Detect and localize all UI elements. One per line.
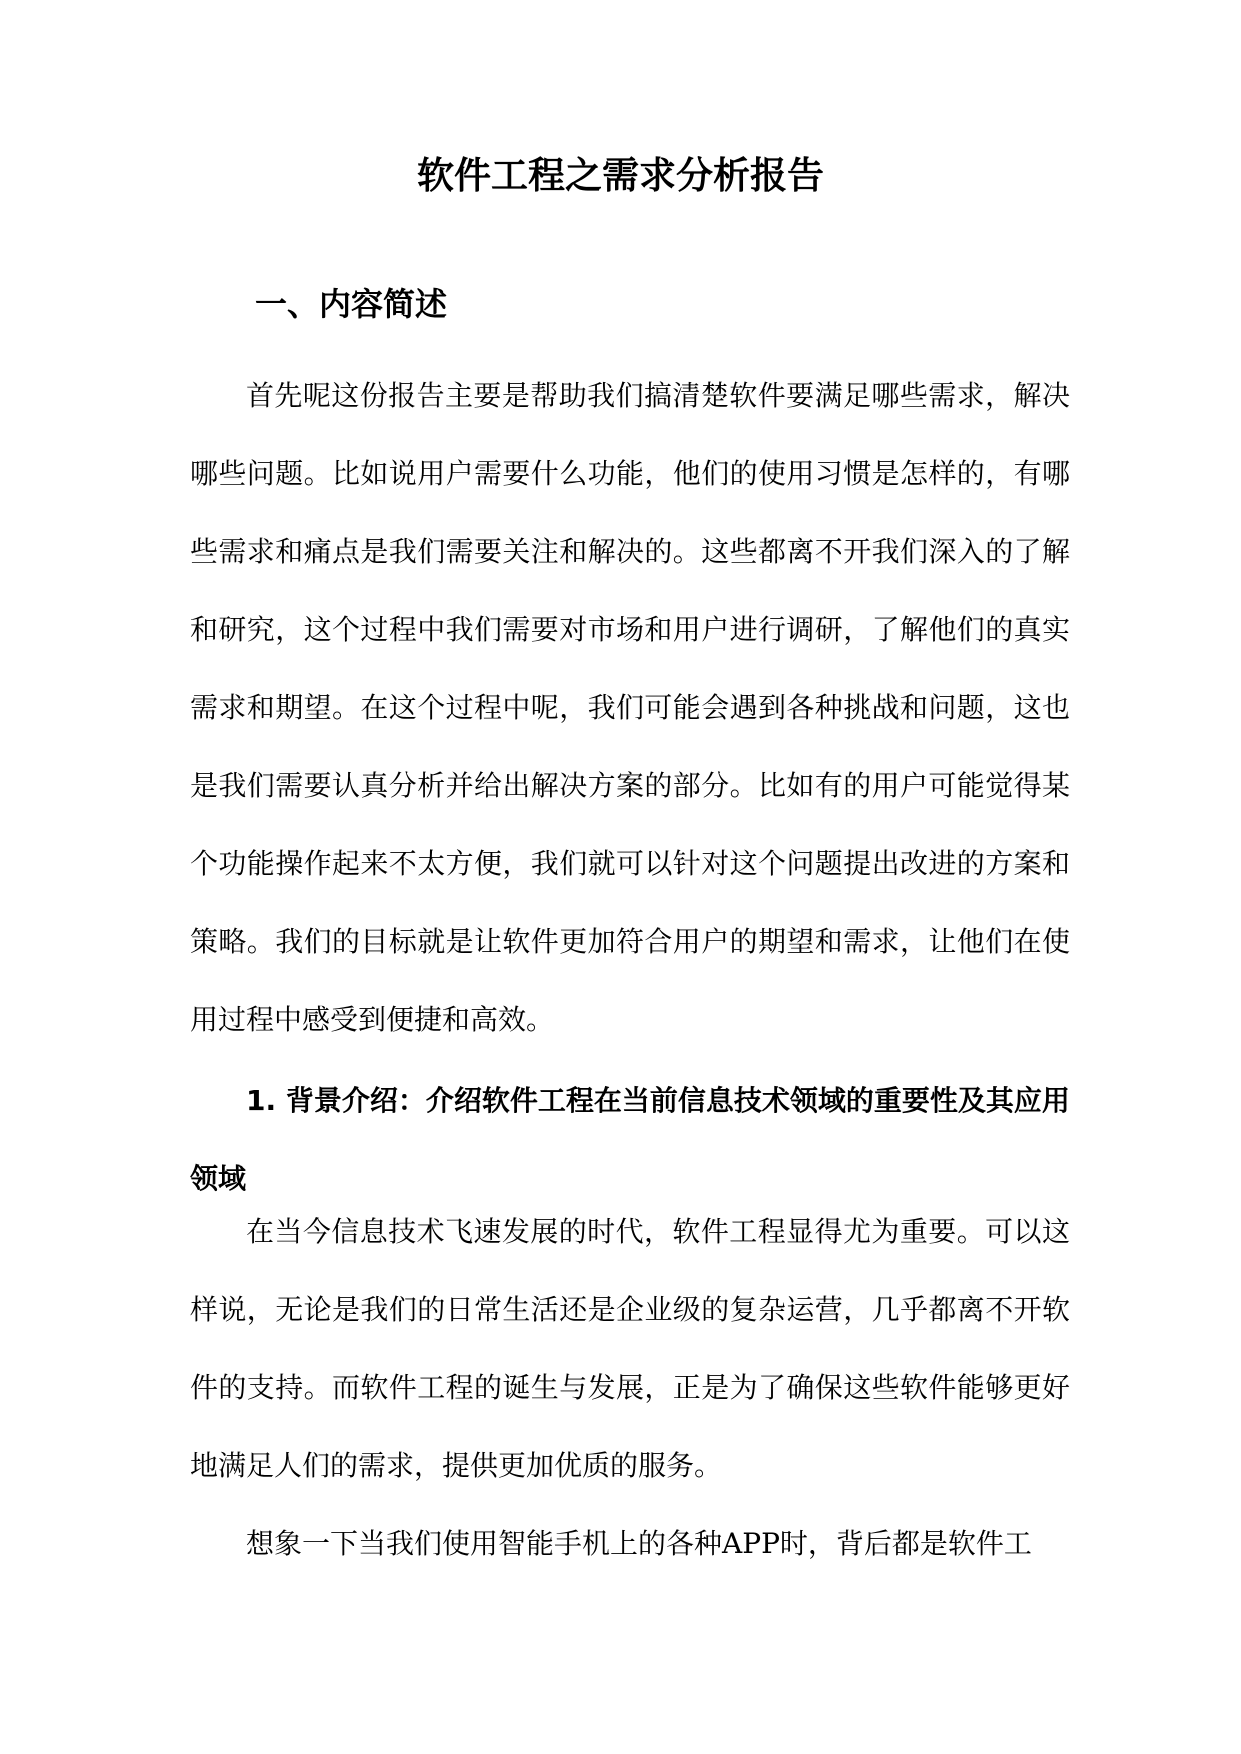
paragraph-background-1: 在当今信息技术飞速发展的时代，软件工程显得尤为重要。可以这样说，无论是我们的日常生活还是企业级的复杂运营，几乎都离不开软件的支持。而软件工程的诞生与发展，正是为了确保这些软件能够更好地满足人们的需求，提供更加优质的服务。	[190, 1215, 1070, 1482]
document-title: 软件工程之需求分析报告	[417, 154, 824, 197]
subsection-heading-background: 1. 背景介绍：介绍软件工程在当前信息技术领域的重要性及其应用领域	[190, 1084, 1070, 1195]
paragraph-content-summary: 首先呢这份报告主要是帮助我们搞清楚软件要满足哪些需求，解决哪些问题。比如说用户需要什么功能，他们的使用习惯是怎样的，有哪些需求和痛点是我们需要关注和解决的。这些都离不开我们深入的了解和研究，这个过程中我们需要对市场和用户进行调研，了解他们的真实需求和期望。在这个过程中呢，我们可能会遇到各种挑战和问题，这也是我们需要认真分析并给出解决方案的部分。比如有的用户可能觉得某个功能操作起来不太方便，我们就可以针对这个问题提出改进的方案和策略。我们的目标就是让软件更加符合用户的期望和需求，让他们在使用过程中感受到便捷和高效。	[190, 379, 1070, 1036]
section-heading-content-summary: 一、内容简述	[255, 285, 448, 323]
paragraph-background-2: 想象一下当我们使用智能手机上的各种APP时，背后都是软件工	[246, 1527, 1032, 1560]
